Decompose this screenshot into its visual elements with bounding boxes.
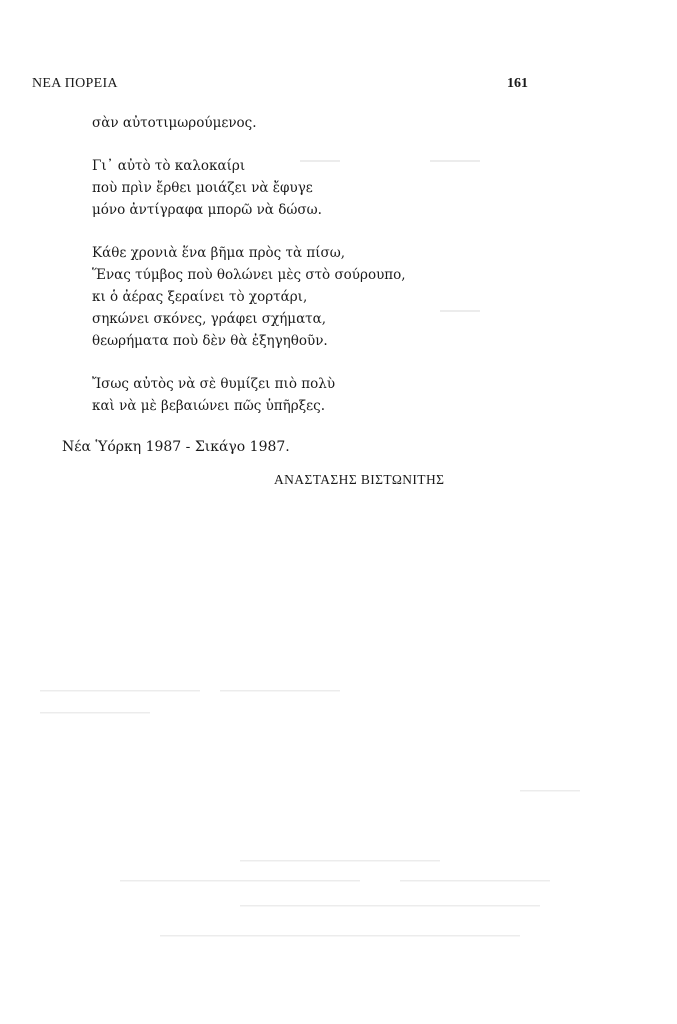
poem-line: καὶ νὰ μὲ βεβαιώνει πῶς ὑπῆρξες. xyxy=(92,398,325,414)
stanza-gap xyxy=(92,352,406,373)
stanza xyxy=(92,155,406,221)
poem-line: κι ὁ ἀέρας ξεραίνει τὸ χορτάρι, xyxy=(92,289,308,305)
stanza xyxy=(92,112,406,134)
author-name: ΑΝΑΣΤΑΣΗΣ ΒΙΣΤΩΝΙΤΗΣ xyxy=(274,472,445,487)
page-number: 161 xyxy=(507,76,528,91)
stanza-gap xyxy=(92,221,406,242)
running-head xyxy=(32,76,528,96)
poem-body xyxy=(92,112,406,417)
dateline: Νέα Ὑόρκη 1987 - Σικάγο 1987. xyxy=(62,439,290,455)
poem-line: μόνο ἀντίγραφα μπορῶ νὰ δώσω. xyxy=(92,202,322,218)
poem-line: θεωρήματα ποὺ δὲν θὰ ἐξηγηθοῦν. xyxy=(92,333,328,349)
poem-line: Ἕνας τύμβος ποὺ θολώνει μὲς στὸ σούρουπο, xyxy=(92,267,406,283)
poem-line: σηκώνει σκόνες, γράφει σχήματα, xyxy=(92,311,327,327)
stanza-gap xyxy=(92,134,406,155)
poem-line: σὰν αὐτοτιμωρούμενος. xyxy=(92,115,257,131)
poem-line: Γι᾽ αὐτὸ τὸ καλοκαίρι xyxy=(92,158,246,174)
journal-title: ΝΕΑ ΠΟΡΕΙΑ xyxy=(32,76,118,91)
stanza xyxy=(92,373,406,417)
poem-line: ποὺ πρὶν ἔρθει μοιάζει νὰ ἔφυγε xyxy=(92,180,313,196)
stanza xyxy=(92,242,406,352)
poem-line: Ἴσως αὐτὸς νὰ σὲ θυμίζει πιὸ πολὺ xyxy=(92,376,336,392)
poem-line: Κάθε χρονιὰ ἕνα βῆμα πρὸς τὰ πίσω, xyxy=(92,245,346,261)
